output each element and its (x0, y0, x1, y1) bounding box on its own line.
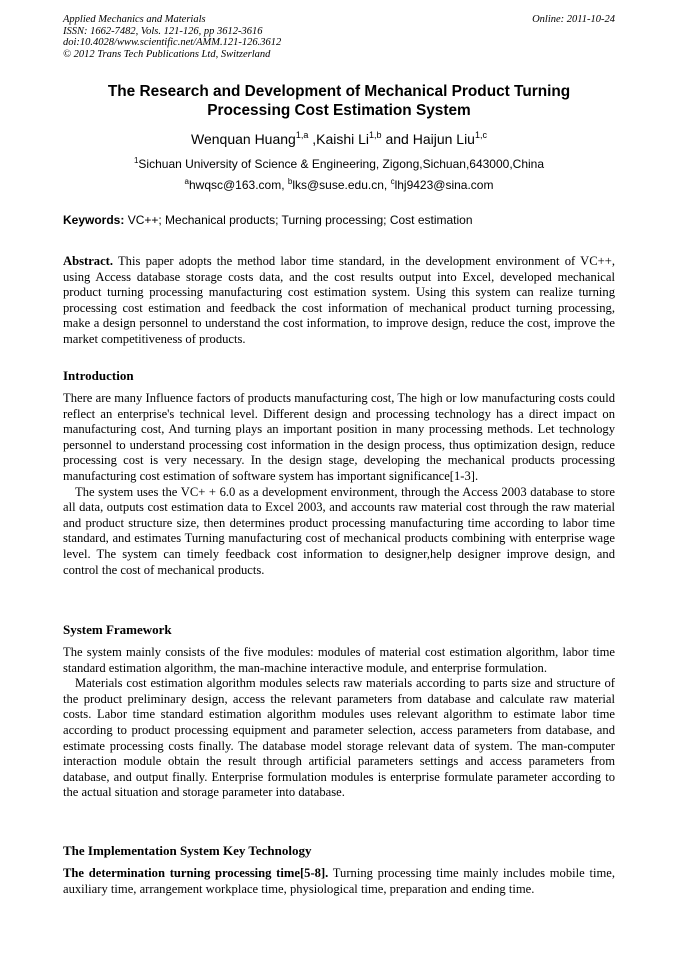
author-2: Kaishi Li (316, 131, 370, 147)
email-a: hwqsc@163.com, (188, 178, 288, 192)
heading-introduction: Introduction (63, 368, 134, 383)
title-line-2: Processing Cost Estimation System (207, 102, 471, 119)
author-2-affil: 1,b (369, 130, 382, 140)
author-1-affil: 1,a (295, 130, 309, 140)
copyright-line: © 2012 Trans Tech Publications Ltd, Switzerland (63, 48, 271, 60)
online-date: Online: 2011-10-24 (532, 14, 615, 25)
heading-implementation: The Implementation System Key Technology (63, 843, 312, 858)
implementation-body (63, 866, 615, 897)
implementation-text: Turning processing time mainly includes mobile time, auxiliary time, arrangement workplace time, physiological time, preparation and ending time. (63, 866, 615, 896)
author-emails (63, 178, 615, 193)
email-a-marker: a (184, 177, 189, 186)
author-list (63, 130, 615, 148)
author-1: Wenquan Huang (191, 131, 296, 147)
author-separator: , (308, 131, 317, 147)
affiliation-text: Sichuan University of Science & Engineering, Zigong,Sichuan,643000,China (138, 157, 545, 171)
journal-name: Applied Mechanics and Materials (63, 14, 206, 25)
abstract-text: This paper adopts the method labor time standard, in the development environment of VC++, using Access database storage costs data, and the cost results output into Excel, developed mechanical product turning processing manufacturing cost estimation system. Using this system can realize turning processing cost estimation and feedback the cost information of mechanical product turning processing, make a design personnel to understand the cost information, to improve design, reduce the cost, improve the market competitiveness of products. (63, 254, 615, 346)
issn-line: ISSN: 1662-7482, Vols. 121-126, pp 3612-3616 (63, 25, 263, 37)
keywords-label: Keywords: (63, 213, 125, 227)
email-b-marker: b (287, 177, 293, 186)
system-framework-body (63, 645, 615, 801)
author-3-affil: 1,c (474, 130, 487, 140)
running-header (63, 14, 615, 60)
introduction-body (63, 391, 615, 578)
heading-system-framework: System Framework (63, 622, 172, 637)
affiliation (63, 157, 615, 172)
paper-title (63, 82, 615, 120)
system-framework-paragraph-2: Materials cost estimation algorithm modules selects raw materials according to parts size and structure of the product preliminary design, access the relevant parameters from database and calculate raw material costs. Labor time standard estimation algorithm modules uses relevant algorithm to estimate labor time according to product processing equipment and parameter selection, access parameters from database, and estimate processing costs finally. The database model storage relevant data of system. The man-computer interaction module obtain the result through artificial parameters settings and access parameters from database, and output finally. Enterprise formulation modules is enterprise formulate parameter according to the actual situation and storage parameter into database. (63, 676, 615, 800)
email-c: lhj9423@sina.com (394, 178, 494, 192)
author-separator: and (381, 131, 413, 147)
email-b: lks@suse.edu.cn, (292, 178, 391, 192)
keywords (63, 213, 615, 228)
doi-line: doi:10.4028/www.scientific.net/AMM.121-126.3612 (63, 37, 282, 48)
abstract-paragraph (63, 254, 615, 348)
abstract (63, 254, 615, 348)
introduction-paragraph-2: The system uses the VC+ + 6.0 as a development environment, through the Access 2003 database to store all data, outputs cost estimation data to Excel 2003, and accounts raw material cost through the raw material and product structure size, then determines product processing manufacturing time according to labor time standard, and estimates Turning manufacturing cost of mechanical products combining with enterprise wage level. The system can timely feedback cost information to designer,help designer improve design, and control the cost of mechanical products. (63, 484, 615, 577)
implementation-paragraph (63, 866, 615, 897)
system-framework-paragraph-1: The system mainly consists of the five modules: modules of material cost estimation algorithm, labor time standard estimation algorithm, the man-machine interactive module, and enterprise formulation. (63, 645, 615, 675)
introduction-paragraph-1: There are many Influence factors of products manufacturing cost, The high or low manufacturing costs could reflect an enterprise's technical level. Different design and processing technology has a direct impact on manufacturing cost, And turning plays an important position in many processing methods. Let technology personnel to understand processing cost information in the design process, thus optimization design, reduce processing cost is very necessary. In the design stage, developing the mechanical products processing manufacturing cost estimation of software system has important significance[1-3]. (63, 391, 615, 483)
author-3: Haijun Liu (412, 131, 475, 147)
implementation-subheading: The determination turning processing time[5-8]. (63, 866, 329, 880)
keywords-text: VC++; Mechanical products; Turning processing; Cost estimation (124, 213, 473, 227)
title-line-1: The Research and Development of Mechanical Product Turning (107, 83, 571, 100)
email-c-marker: c (390, 177, 395, 186)
affiliation-marker: 1 (133, 156, 139, 165)
abstract-label: Abstract. (63, 254, 114, 268)
